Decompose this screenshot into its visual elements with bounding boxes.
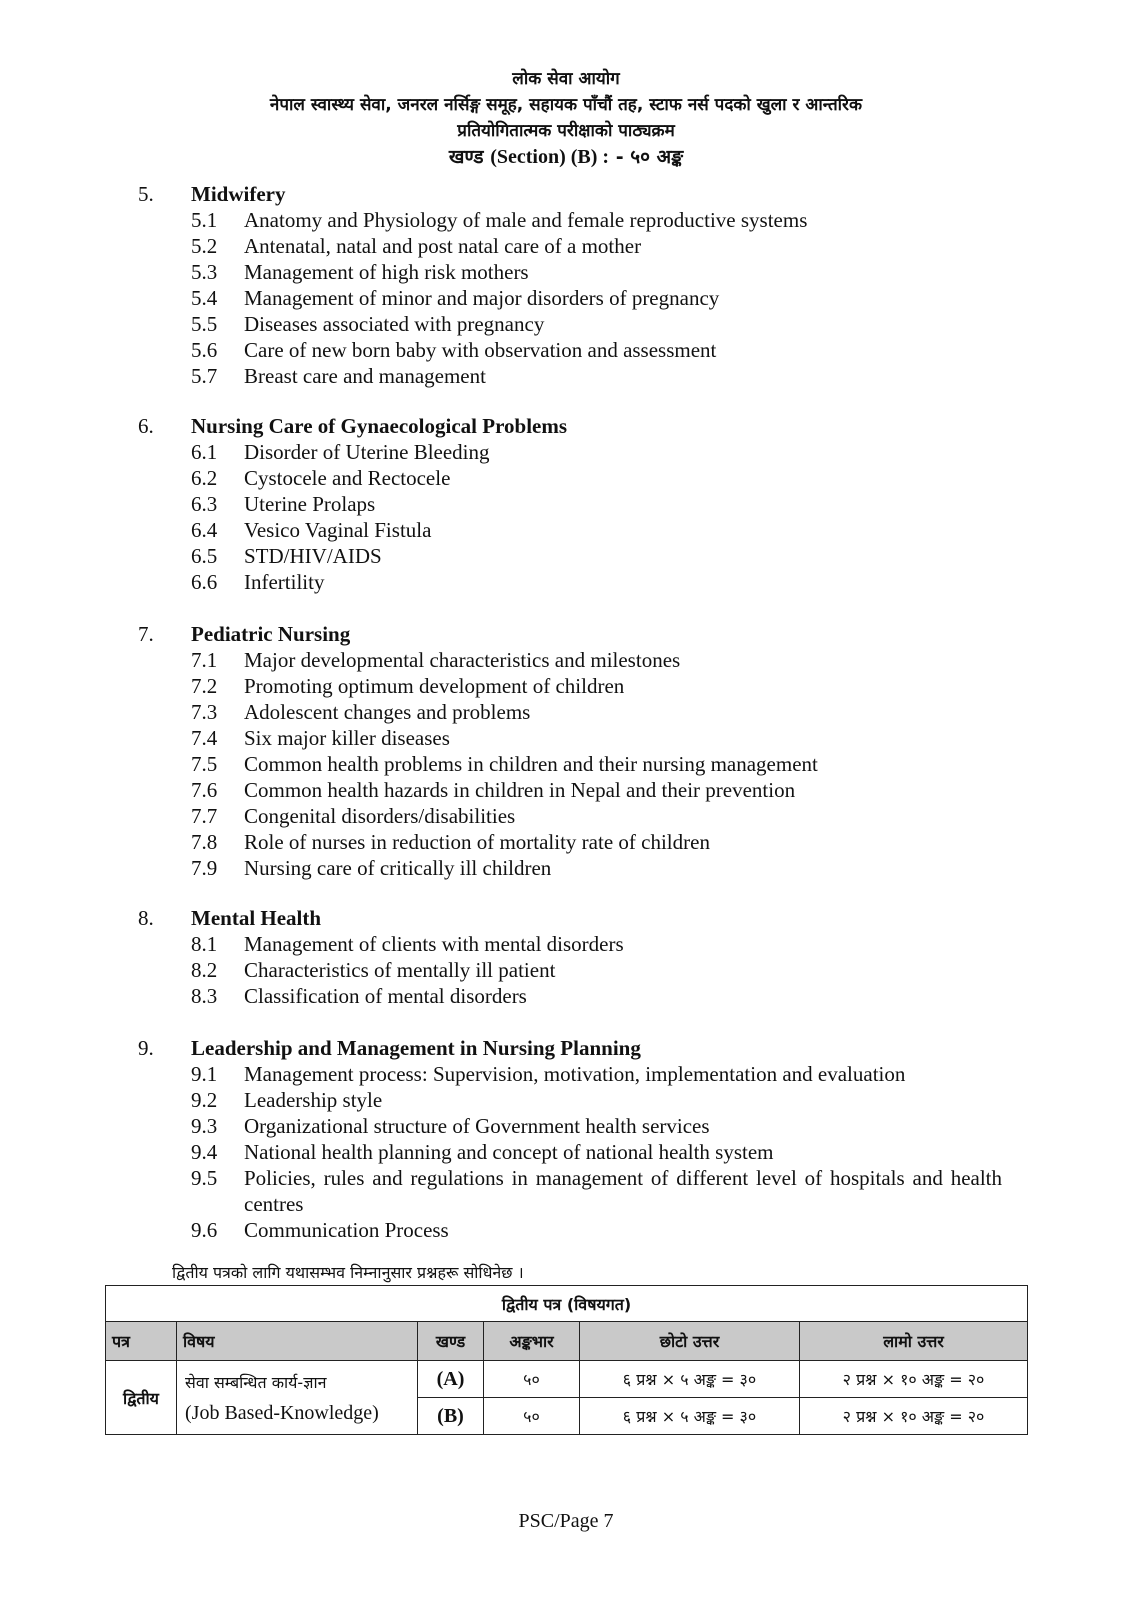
section-number: 6.: [138, 414, 154, 438]
header-weightage: अङ्कभार: [484, 1322, 580, 1361]
section-heading-label: (Section) (B) :: [490, 146, 610, 168]
exam-note: द्वितीय पत्रको लागि यथासम्भव निम्नानुसार प्रश्नहरू सोधिनेछ ।: [172, 1263, 524, 1282]
header-line-3: प्रतियोगितात्मक परीक्षाको पाठ्यक्रम: [457, 121, 675, 141]
subject-nepali: सेवा सम्बन्धित कार्य-ज्ञान: [185, 1372, 327, 1392]
item-text: Common health hazards in children in Nepal and their prevention: [244, 778, 796, 802]
short-answer-cell: ६ प्रश्न × ५ अङ्क = ३०: [580, 1398, 800, 1435]
section-title: Midwifery: [191, 182, 286, 206]
header-line-2: नेपाल स्वास्थ्य सेवा, जनरल नर्सिङ्ग समूह, सहायक पाँचौं तह, स्टाफ नर्स पदको खुला र आन्तरिक: [269, 95, 863, 115]
item-text: Antenatal, natal and post natal care of a mother: [244, 234, 642, 258]
paper-cell: द्वितीय: [106, 1361, 177, 1435]
item-text: Nursing care of critically ill children: [244, 856, 552, 880]
item-number: 9.2: [191, 1088, 218, 1112]
item-number: 6.5: [191, 544, 218, 568]
item-number: 8.1: [191, 932, 218, 956]
section-heading: [0, 144, 1132, 170]
header-section: खण्ड: [418, 1322, 484, 1361]
section-number: 8.: [138, 906, 154, 930]
weightage-cell: ५०: [484, 1361, 580, 1398]
subject-cell: [177, 1361, 418, 1435]
table-title: द्वितीय पत्र (विषयगत): [106, 1286, 1028, 1322]
short-answer-cell: ६ प्रश्न × ५ अङ्क = ३०: [580, 1361, 800, 1398]
item-text: STD/HIV/AIDS: [244, 544, 382, 568]
item-number: 9.5: [191, 1166, 218, 1190]
item-number: 5.3: [191, 260, 218, 284]
section-title: Leadership and Management in Nursing Planning: [191, 1036, 641, 1060]
item-text: Policies, rules and regulations in management of different level of hospitals and health centres: [244, 1166, 1002, 1216]
item-number: 9.6: [191, 1218, 218, 1242]
item-text: Major developmental characteristics and milestones: [244, 648, 681, 672]
item-text: Management process: Supervision, motivation, implementation and evaluation: [244, 1062, 906, 1086]
item-number: 7.8: [191, 830, 218, 854]
section-number: 7.: [138, 622, 154, 646]
item-text: Common health problems in children and their nursing management: [244, 752, 818, 776]
item-number: 6.4: [191, 518, 218, 542]
item-text: Leadership style: [244, 1088, 383, 1112]
item-text: Management of high risk mothers: [244, 260, 529, 284]
item-number: 7.3: [191, 700, 218, 724]
section-title: Mental Health: [191, 906, 322, 930]
item-number: 7.1: [191, 648, 218, 672]
section-title: Pediatric Nursing: [191, 622, 351, 646]
header-subject: विषय: [177, 1322, 418, 1361]
section-number: 5.: [138, 182, 154, 206]
item-number: 5.6: [191, 338, 218, 362]
long-answer-cell: २ प्रश्न × १० अङ्क = २०: [800, 1398, 1028, 1435]
section-heading-marks: - ५० अङ्क: [615, 146, 684, 168]
item-text: Organizational structure of Government health services: [244, 1114, 710, 1138]
item-number: 7.6: [191, 778, 218, 802]
item-number: 6.6: [191, 570, 218, 594]
item-text: Diseases associated with pregnancy: [244, 312, 545, 336]
table-title-row: [106, 1286, 1028, 1322]
item-number: 8.2: [191, 958, 218, 982]
item-number: 5.1: [191, 208, 218, 232]
item-number: 8.3: [191, 984, 218, 1008]
item-text: Six major killer diseases: [244, 726, 450, 750]
item-text: National health planning and concept of national health system: [244, 1140, 774, 1164]
item-number: 6.2: [191, 466, 218, 490]
table-row: [106, 1361, 1028, 1398]
header-paper: पत्र: [106, 1322, 177, 1361]
section-title: Nursing Care of Gynaecological Problems: [191, 414, 568, 438]
item-number: 5.5: [191, 312, 218, 336]
weightage-cell: ५०: [484, 1398, 580, 1435]
item-number: 7.7: [191, 804, 218, 828]
item-number: 7.4: [191, 726, 218, 750]
item-text: Communication Process: [244, 1218, 449, 1242]
item-number: 9.4: [191, 1140, 218, 1164]
marks-table: [105, 1285, 1028, 1435]
item-text: Care of new born baby with observation and assessment: [244, 338, 717, 362]
long-answer-cell: २ प्रश्न × १० अङ्क = २०: [800, 1361, 1028, 1398]
section-number: 9.: [138, 1036, 154, 1060]
section-heading-prefix: खण्ड: [448, 146, 484, 168]
section-cell: (B): [418, 1398, 484, 1435]
item-number: 5.4: [191, 286, 218, 310]
item-text: Infertility: [244, 570, 325, 594]
item-text: Anatomy and Physiology of male and female reproductive systems: [244, 208, 808, 232]
item-text: Disorder of Uterine Bleeding: [244, 440, 490, 464]
item-text: Vesico Vaginal Fistula: [244, 518, 432, 542]
item-number: 6.1: [191, 440, 218, 464]
item-text: Cystocele and Rectocele: [244, 466, 451, 490]
item-number: 5.7: [191, 364, 218, 388]
item-number: 7.9: [191, 856, 218, 880]
page-footer: PSC/Page 7: [518, 1510, 614, 1532]
section-cell: (A): [418, 1361, 484, 1398]
header-line-1: लोक सेवा आयोग: [512, 69, 620, 89]
item-text: Classification of mental disorders: [244, 984, 527, 1008]
header-short-answer: छोटो उत्तर: [580, 1322, 800, 1361]
item-number: 9.1: [191, 1062, 218, 1086]
item-text: Congenital disorders/disabilities: [244, 804, 516, 828]
table-header-row: [106, 1322, 1028, 1361]
subject-english: (Job Based-Knowledge): [185, 1401, 379, 1424]
item-number: 5.2: [191, 234, 218, 258]
item-number: 9.3: [191, 1114, 218, 1138]
item-text: Adolescent changes and problems: [244, 700, 531, 724]
item-text: Breast care and management: [244, 364, 486, 388]
item-text: Characteristics of mentally ill patient: [244, 958, 556, 982]
item-text: Uterine Prolaps: [244, 492, 376, 516]
item-text: Management of minor and major disorders of pregnancy: [244, 286, 720, 310]
item-text: Role of nurses in reduction of mortality rate of children: [244, 830, 710, 854]
item-number: 7.2: [191, 674, 218, 698]
document-header: [0, 66, 1132, 170]
item-text: Management of clients with mental disorders: [244, 932, 624, 956]
item-number: 6.3: [191, 492, 218, 516]
header-long-answer: लामो उत्तर: [800, 1322, 1028, 1361]
item-number: 7.5: [191, 752, 218, 776]
item-text: Promoting optimum development of children: [244, 674, 625, 698]
